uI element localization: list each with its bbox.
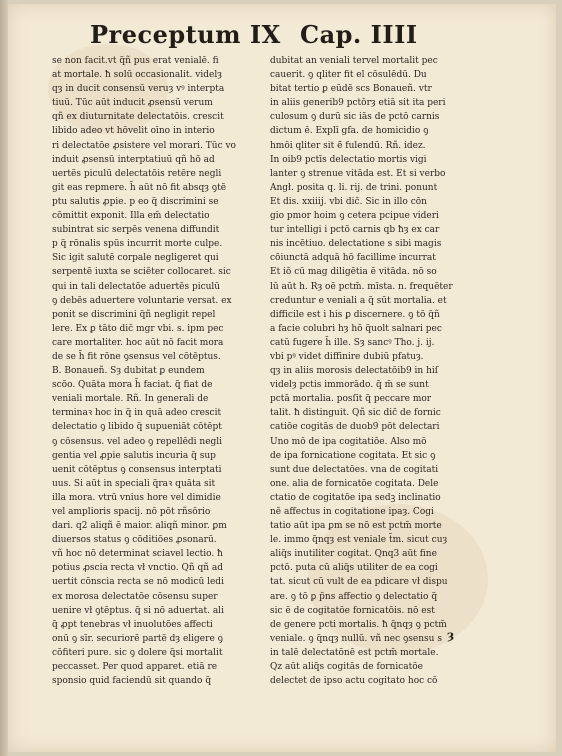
text-line: delectet de ipso actu cogitato hoc cō [270,676,438,687]
text-line: scōo. Quāta mora h̄ faciat. q̃ fiat de [52,380,213,391]
text-line: de ipa fornicatione cogitata. Et sic ꝯ [270,450,436,461]
text-line: sponsio quid faciendū sit quando q̃ [52,676,212,687]
text-line: in aliis generib9 pctōrȝ etiā sit ita peri [270,98,446,109]
text-line: catū fugere h̄ ille. Sȝ sancꝰ Tho. j. ij. [270,337,435,348]
text-line: vbi pꝰ videt diffinire dubiū pfatuȝ. [270,351,424,362]
text-line: Sic igit salutē corpale negligeret qui [52,253,219,264]
text-line: qȝ in aliis morosis delectatōib9 in hiſ [270,366,439,377]
text-line: are. ꝯ tō ꝑ p̄ns affectio ꝯ delectatio q̃ [270,591,438,602]
text-line: sic ē de cogitatōe fornicatōis. nō est [270,605,435,616]
text-line: Qz aūt aliq̃s cogitās de fornicatōe [270,662,423,673]
text-line: dictum ē. Explī gfa. de homicidio ꝯ [270,126,429,137]
running-header [50,20,500,54]
text-line: veniale. ꝯ q̃nqȝ nullū. vñ nec ꝯsensu s [270,633,442,644]
text-line: a facie colubri hȝ hō q̃uolt salnari pec [270,323,442,334]
text-line: ex morosa delectatōe cōsensu super [52,591,218,602]
text-line: diuersos status ꝯ cōditiōes ꝓsonarū. [52,535,217,546]
text-line: difficile est i his ꝑ discernere. ꝯ tō q̃ñ [270,309,440,320]
text-line: tat. sicut cū vult de ea pdicare vł dispu [270,577,448,588]
text-line: ꝯ cōsensus. vel adeo ꝯ repellēdi negli [52,436,223,447]
text-line: hmōi qliter sit ē̄ fulendū. Rñ. idez. [270,140,426,151]
text-line: q̃ ꝓpt tenebras vł inuolutōes affecti [52,619,213,630]
text-line: lere. Ex ꝑ tāto dic̄ mgr vbi. s. ipm pec [52,323,224,334]
text-line: onū ꝯ sīr. securiorē partē dȝ eligere ꝯ [52,633,223,644]
text-line: uenit cōtēptus ꝯ consensus interptati [52,464,222,475]
text-line: nis incētiuo. delectatione s sibi magis [270,239,442,250]
text-line: uenire vł ꝯtēptus. q̃ si nō aduertat. ali [52,605,224,616]
text-line: subintrat sic serpēs venena diffundit [52,225,220,236]
text-line: cōmittit exponit. Illa em̄ delectatio [52,211,210,222]
text-line: B. Bonaueñ. Sȝ dubitat ꝑ eundem [52,366,205,377]
text-line: git eas repmere. h̄ aūt nō fit absqȝ ꝯtē [52,182,227,193]
text-line: nē affectus in cogitatione ipaȝ. Cogi [270,507,434,517]
text-line: serpentē iuxta se sciēter collocaret. sic [52,267,231,278]
text-line: qñ ex diuturnitate delectatōis. crescit [52,112,224,123]
text-line: ri delectatōe ꝓsistere vel morari. Tūc vo [52,140,236,151]
text-line: peccasset. Per quod apparet. etiā re [52,662,218,673]
adjacent-page-edge [0,0,8,756]
text-line: lū aūt h. Rȝ oē pctm̄. mīsta. n. frequēter [270,281,453,292]
text-line: qui in tali delectatōe aduertēs piculū [52,281,221,292]
text-line: de genere pcti mortalis. ħ q̃nqȝ ꝯ pctm̄ [270,619,447,630]
left-text-column [52,54,272,688]
text-line: illa mora. vtrū vnius hore vel dimidie [52,492,221,503]
text-line: uus. Si aūt in speciali q̃raꝛ quāta sit [52,478,216,489]
text-line: at mortale. ħ solū occasionalit. videlȝ [52,70,222,81]
text-line: le. immo q̃nqȝ est veniale t̄m. sicut cuȝ [270,535,448,546]
text-line: Angł. posita q. li. rij. de trini. ponunt [270,182,438,193]
text-line: In oib9 pctīs delectatio mortis vigi [270,154,427,165]
text-line: creduntur e veniali a q̃ sūt mortalia. et [270,295,447,306]
text-line: tatio aūt ipa ꝑm se nō est pctm̄ morte [270,521,442,532]
running-title: Preceptum IX [90,20,281,49]
text-line: delectatio ꝯ libido q̃ supueniāt cōtēpt [52,422,222,433]
text-line: ponit se discrimini q̃ñ negligit repel [52,309,216,320]
text-line: cōfiteri pure. sic ꝯ dolere q̃si mortalit [52,647,223,658]
text-line: p q̃ rōnalis spūs incurrit morte culpe. [52,239,223,250]
text-line: pctō. puta cū aliq̃s utiliter de ea cogi [270,563,438,574]
text-line: ptu salutis ꝓpie. p eo q̃ discrimini se [52,196,219,207]
text-line: one. alia de fornicatōe cogitata. Dele [270,478,439,489]
text-line: dubitat an veniali tervel mortalit pec [270,56,438,66]
text-line: catiōe cogitās de duob9 pōt delectari [270,422,440,433]
text-line: cauerit. ꝯ qliter fit el cōsulēdū. Du [270,70,427,81]
text-line: veniali mortale. Rñ. In generali de [52,394,209,405]
text-line: libido adeo vt hōvelit oīno in interio [52,126,215,137]
text-line: gio pmor hoim ꝯ cetera pcipue videri [270,211,439,222]
text-line: tur intelligi i pctō carnis qb ħȝ ex car [270,225,440,236]
text-line: uertit cōnscia recta se nō modicū ledi [52,577,224,588]
text-line: bitat tertio ꝑ eūdē scs Bonaueñ. vtr [270,84,432,95]
text-line: gentia vel ꝓpie salutis incuria q̃ sup [52,450,216,461]
text-line: dari. q2 aliqñ ē maior. aliqñ minor. ꝑm [52,521,227,532]
text-line: qȝ in ducit consensū veruȝ vꝰ interpta [52,84,225,95]
text-line: aliq̃s inutiliter cogitat. Qnq3 aūt fine [270,549,437,560]
text-line: potius ꝓscia recta vł vnctio. Qñ qñ ad [52,563,224,574]
text-line: Et iō cū mag diligētia ē vitāda. nō so [270,267,437,278]
text-line: ctatio de cogitatōe ipa sedꝫ inclinatio [270,492,441,503]
text-line: terminaꝛ hoc in q̃ in quā adeo crescit [52,408,222,419]
text-line: de se h̄ fit rōne ꝯsensus vel cōtēptus. [52,351,221,362]
text-line: videlȝ pctis immorādo. q̃ m̄ se sunt [270,380,429,391]
text-line: sunt due delectatōes. vna de cogitati [270,464,439,475]
text-line: tiuū. Tūc aūt inducit ꝓsensū verum [52,98,213,109]
text-line: uertēs piculū delectatōis retēre negli [52,168,222,179]
text-line: in talē delectatōnē est pctm̄ mortale. [270,647,439,658]
text-line: Et dis. xxiiij. vbi dic̄. Sic in illo cōn [270,196,427,207]
right-text-column [270,54,502,688]
text-line: culosum ꝯ durū sic iās de pctō carnis [270,112,440,123]
text-line: care mortaliter. hoc aūt nō facit mora [52,337,224,348]
text-line: lanter ꝯ strenue vitāda est. Et si verbo [270,168,446,179]
text-line: vel amplioris spacij. nō pōt rñsōrio [52,507,211,517]
text-line: talit. ħ distinguit. Qñ sic dic̄ de fornic [270,408,441,419]
signature-mark: ȝ [447,628,455,642]
text-line: cōiunctā adquā hō facillime incurrat [270,253,436,264]
text-line: se non facit.vt q̃ñ pus erat venialē. fi [52,56,219,66]
text-line: ꝯ debēs aduertere voluntarie versat. ex [52,295,232,306]
chapter-heading: Cap. IIII [300,20,418,49]
text-line: Uno mō de ipa cogitatiōe. Also mō [270,436,427,447]
text-line: induit ꝓsensū interptatiuū qñ hō ad [52,154,215,165]
text-line: pctā mortalia. posſit q̃ peccare mor [270,394,432,405]
text-line: vñ hoc nō determinat sciavel lectio. ħ [52,549,223,560]
